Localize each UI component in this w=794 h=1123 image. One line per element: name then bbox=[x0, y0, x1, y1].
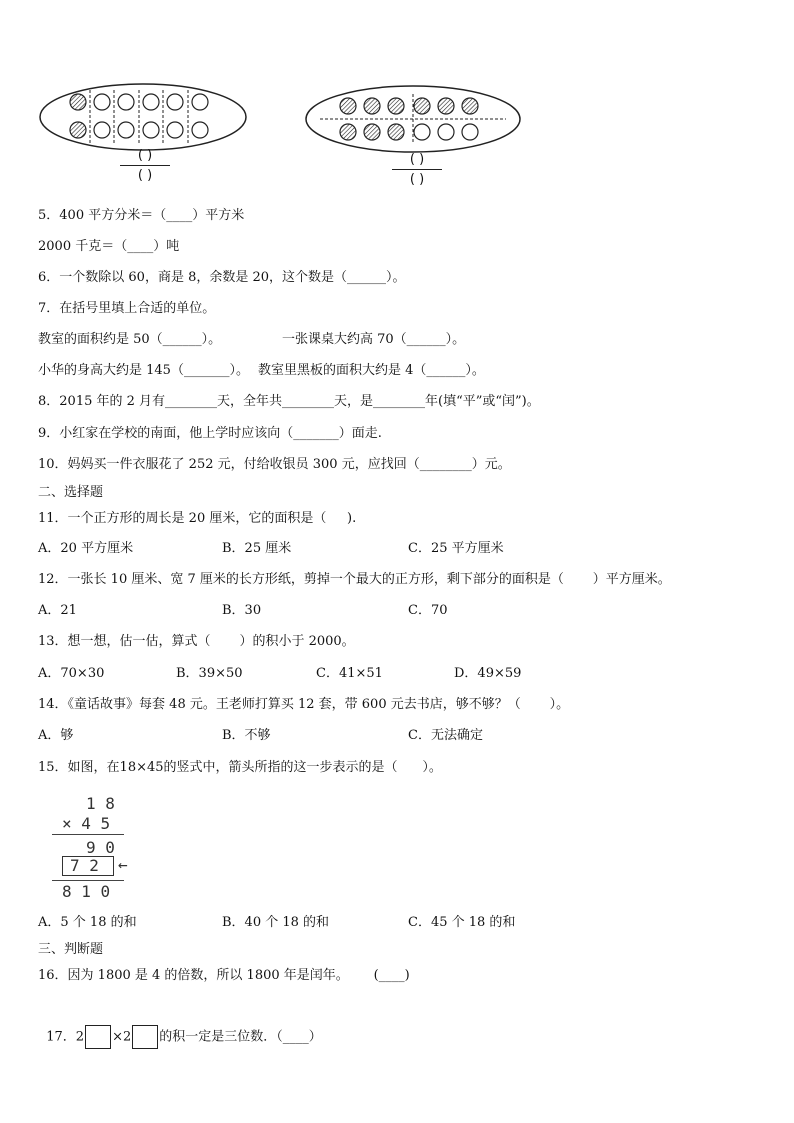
partial-product-1: 9 0 bbox=[86, 838, 115, 857]
q11-option-b[interactable]: B．25 厘米 bbox=[222, 541, 292, 556]
circle-shape bbox=[340, 124, 356, 140]
q11-option-a[interactable]: A．20 平方厘米 bbox=[38, 541, 134, 556]
question-7d: 教室里黑板的面积大约是 4（______）。 bbox=[258, 363, 485, 378]
q14-option-c[interactable]: C．无法确定 bbox=[408, 728, 483, 743]
circle-shape bbox=[414, 124, 430, 140]
q13-option-c[interactable]: C．41×51 bbox=[316, 666, 383, 681]
section-judge-title: 三、判断题 bbox=[38, 942, 104, 957]
circle-shape bbox=[118, 94, 134, 110]
ellipse-circles-figure-b bbox=[302, 82, 524, 156]
question-9: 9．小红家在学校的南面，他上学时应该向（_______）面走. bbox=[38, 426, 382, 441]
circle-shape bbox=[438, 98, 454, 114]
question-16: 16．因为 1800 是 4 的倍数，所以 1800 年是闰年。 (____) bbox=[38, 968, 410, 983]
question-7b: 一张课桌大约高 70（______）。 bbox=[282, 332, 466, 347]
circle-shape bbox=[388, 124, 404, 140]
circle-shape bbox=[70, 94, 86, 110]
question-7c: 小华的身高大约是 145（_______）。 bbox=[38, 363, 249, 378]
circle-shape bbox=[167, 122, 183, 138]
fraction-blank-b bbox=[392, 152, 442, 187]
circle-shape bbox=[143, 122, 159, 138]
circle-shape bbox=[462, 124, 478, 140]
circle-shape bbox=[462, 98, 478, 114]
digit-box[interactable] bbox=[132, 1025, 158, 1049]
question-10: 10．妈妈买一件衣服花了 252 元，付给收银员 300 元，应找回（________）元。 bbox=[38, 457, 511, 472]
fraction-numerator[interactable]: ( ) bbox=[137, 148, 153, 163]
q14-option-b[interactable]: B．不够 bbox=[222, 728, 271, 743]
question-7a: 教室的面积约是 50（______）。 bbox=[38, 332, 222, 347]
question-17 bbox=[38, 1001, 322, 1050]
q12-option-b[interactable]: B．30 bbox=[222, 603, 262, 618]
section-choice-title: 二、选择题 bbox=[38, 485, 104, 500]
q15-option-b[interactable]: B．40 个 18 的和 bbox=[222, 915, 330, 930]
vertical-multiplication-figure bbox=[46, 792, 156, 900]
question-5b: 2000 千克＝（____）吨 bbox=[38, 239, 180, 254]
q13-option-a[interactable]: A．70×30 bbox=[38, 666, 105, 681]
question-13: 13．想一想，估一估，算式（ ）的积小于 2000。 bbox=[38, 634, 355, 649]
circle-shape bbox=[192, 122, 208, 138]
question-11: 11．一个正方形的周长是 20 厘米，它的面积是（ ). bbox=[38, 511, 357, 526]
q17-times: ×2 bbox=[112, 1029, 132, 1045]
question-8: 8．2015 年的 2 月有________天，全年共________天，是________年(填“平”或“闰”)。 bbox=[38, 394, 540, 409]
ellipse-circles-figure-a bbox=[36, 80, 250, 154]
fraction-denominator[interactable]: ( ) bbox=[137, 168, 153, 183]
circle-shape bbox=[364, 98, 380, 114]
question-12: 12．一张长 10 厘米、宽 7 厘米的长方形纸，剪掉一个最大的正方形，剩下部分的面积是（ ）平方厘米。 bbox=[38, 572, 671, 587]
circle-shape bbox=[118, 122, 134, 138]
multiplier: × 4 5 bbox=[62, 814, 111, 833]
fraction-blank-a bbox=[120, 148, 170, 183]
circle-shape bbox=[94, 122, 110, 138]
circle-shape bbox=[438, 124, 454, 140]
question-6: 6．一个数除以 60，商是 8，余数是 20，这个数是（______）。 bbox=[38, 270, 406, 285]
circle-shape bbox=[340, 98, 356, 114]
q13-option-b[interactable]: B．39×50 bbox=[176, 666, 243, 681]
circle-shape bbox=[192, 94, 208, 110]
q13-option-d[interactable]: D．49×59 bbox=[454, 666, 522, 681]
fraction-numerator[interactable]: ( ) bbox=[409, 152, 425, 167]
question-14: 14．《童话故事》每套 48 元。王老师打算买 12 套，带 600 元去书店，够不够？（ ）。 bbox=[38, 697, 570, 712]
circle-shape bbox=[414, 98, 430, 114]
q15-option-c[interactable]: C．45 个 18 的和 bbox=[408, 915, 516, 930]
circle-shape bbox=[364, 124, 380, 140]
q12-option-a[interactable]: A．21 bbox=[38, 603, 77, 618]
question-7: 7．在括号里填上合适的单位。 bbox=[38, 301, 216, 316]
fraction-denominator[interactable]: ( ) bbox=[409, 172, 425, 187]
circle-shape bbox=[388, 98, 404, 114]
partial-product-2: 7 2 bbox=[70, 856, 99, 875]
q17-suffix: 的积一定是三位数．（____） bbox=[159, 1029, 322, 1045]
q17-prefix: 17．2 bbox=[46, 1029, 85, 1045]
digit-box[interactable] bbox=[85, 1025, 111, 1049]
q14-option-a[interactable]: A．够 bbox=[38, 728, 74, 743]
arrow-left-icon: ← bbox=[118, 855, 128, 874]
q11-option-c[interactable]: C．25 平方厘米 bbox=[408, 541, 504, 556]
circle-shape bbox=[143, 94, 159, 110]
product: 8 1 0 bbox=[62, 882, 111, 901]
multiplicand: 1 8 bbox=[86, 794, 115, 813]
circle-shape bbox=[167, 94, 183, 110]
circle-shape bbox=[70, 122, 86, 138]
question-5a: 5．400 平方分米＝（____）平方米 bbox=[38, 208, 245, 223]
q15-option-a[interactable]: A．5 个 18 的和 bbox=[38, 915, 137, 930]
question-15: 15．如图，在18×45的竖式中，箭头所指的这一步表示的是（ ）。 bbox=[38, 760, 442, 775]
circle-shape bbox=[94, 94, 110, 110]
q12-option-c[interactable]: C．70 bbox=[408, 603, 448, 618]
